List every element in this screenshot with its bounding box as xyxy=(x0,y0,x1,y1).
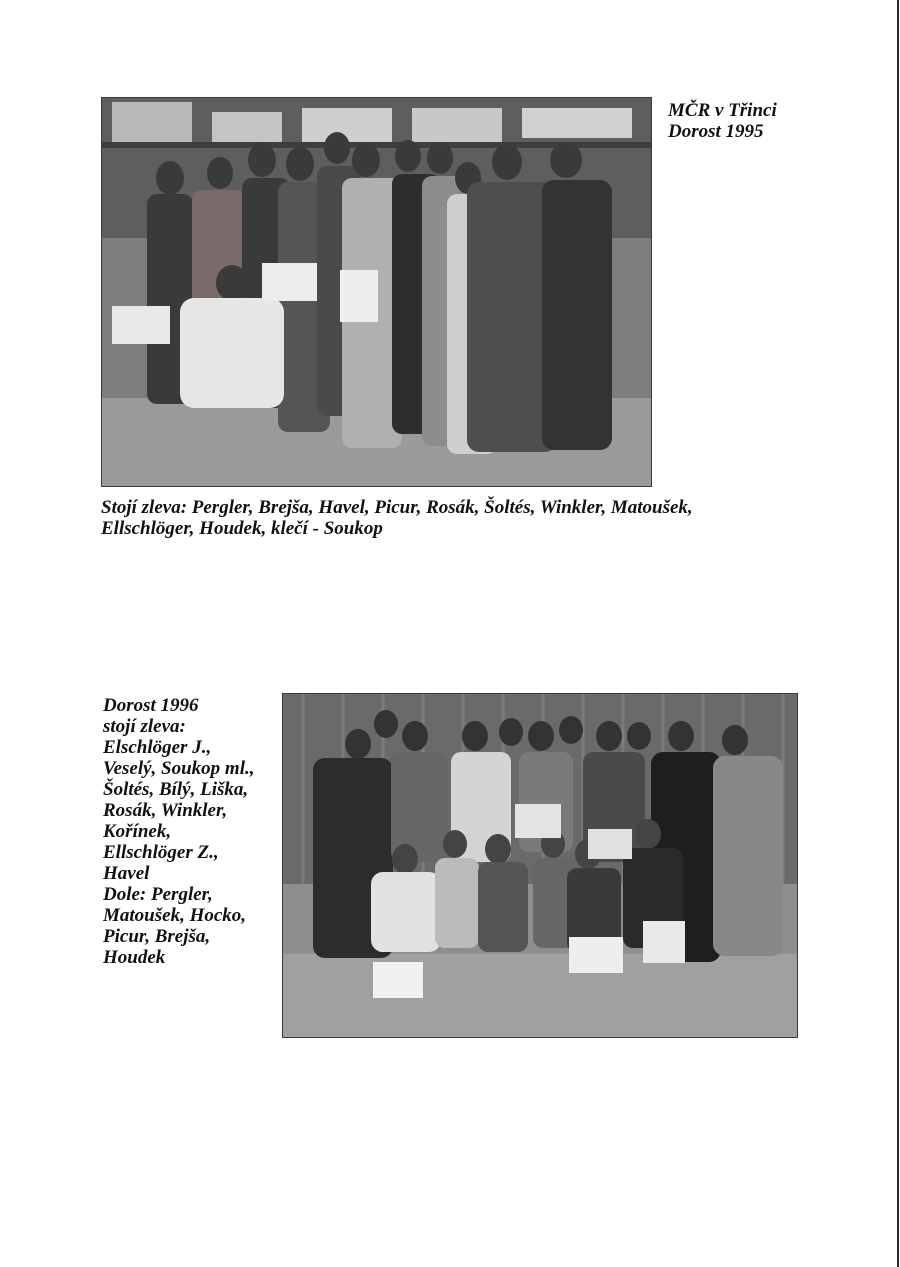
photo2-caption-line: Veselý, Soukop ml., xyxy=(103,758,255,779)
photo1-title-line: Dorost 1995 xyxy=(668,121,764,142)
photo2-caption-line: Havel xyxy=(103,863,150,884)
photo1-title-line: MČR v Třinci xyxy=(668,100,777,121)
photo1-title xyxy=(668,100,848,142)
photo1-names-line: Stojí zleva: Pergler, Brejša, Havel, Picur, Rosák, Šoltés, Winkler, Matoušek, xyxy=(101,497,693,518)
photo2-caption-line: Elschlöger J., xyxy=(103,737,212,758)
photo2-caption-line: Šoltés, Bílý, Liška, xyxy=(103,779,249,800)
photo2-caption-line: Picur, Brejša, xyxy=(103,926,211,947)
team-photo-1996 xyxy=(282,693,798,1038)
photo2-caption-line: Matoušek, Hocko, xyxy=(103,905,247,926)
team-photo-1995 xyxy=(101,97,652,487)
page-edge-line xyxy=(897,0,899,1267)
photo2-caption-line: Ellschlöger Z., xyxy=(103,842,219,863)
photo2-caption-line: Houdek xyxy=(103,947,166,968)
photo2-caption-line: Kořínek, xyxy=(103,821,172,842)
photo2-caption xyxy=(103,695,283,968)
photo2-caption-line: Rosák, Winkler, xyxy=(103,800,228,821)
photo2-caption-line: stojí zleva: xyxy=(103,716,186,737)
photo2-caption-line: Dole: Pergler, xyxy=(103,884,213,905)
photo1-names-caption xyxy=(101,497,821,539)
photo1-names-line: Ellschlöger, Houdek, klečí - Soukop xyxy=(101,518,383,539)
photo2-caption-line: Dorost 1996 xyxy=(103,695,199,716)
